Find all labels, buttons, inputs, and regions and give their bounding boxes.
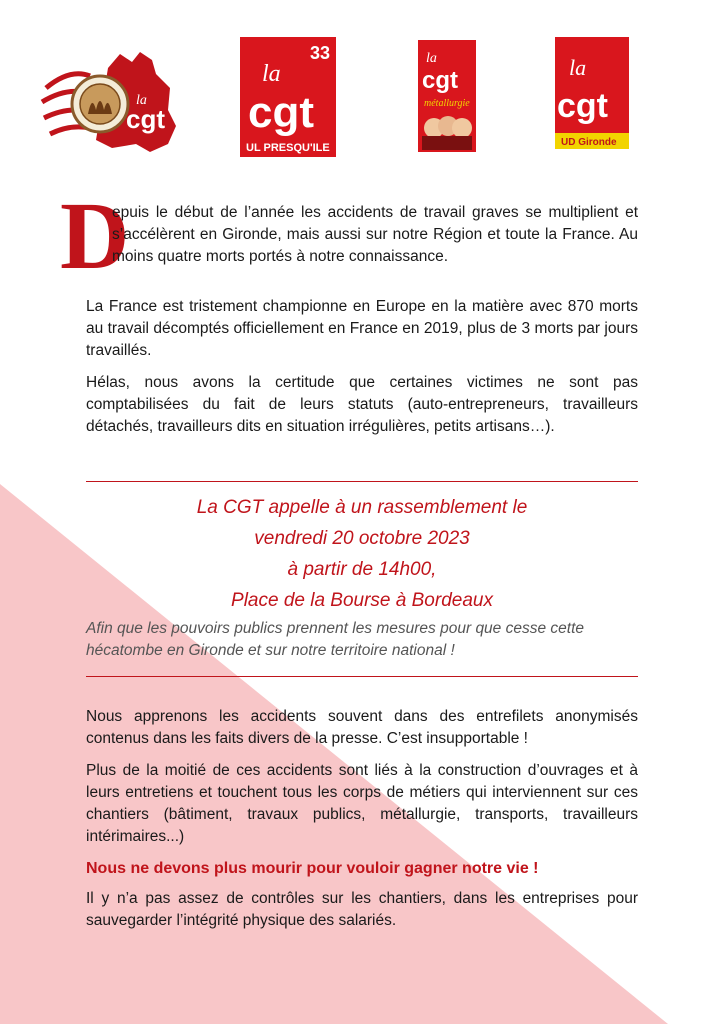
logo2-caption: UL PRESQU'ILE xyxy=(246,142,330,154)
intro-paragraph-2: La France est tristement championne en Europe en la matière avec 870 morts au travail décomptés officiellement en France en 2019, plus de 3 morts par jours travaillés. xyxy=(86,298,638,359)
cgt-metallurgie-logo xyxy=(418,40,476,152)
rally-date: vendredi 20 octobre 2023 xyxy=(254,528,470,549)
body-paragraph-1: Nous apprenons les accidents souvent dans des entrefilets anonymisés contenus dans les faits divers de la presse. C’est insupportable ! xyxy=(86,708,638,747)
logo1-cgt: cgt xyxy=(126,104,165,134)
drop-cap: D xyxy=(60,182,130,289)
rally-line-1: La CGT appelle à un rassemblement le xyxy=(196,497,528,518)
cgt-seal-logo xyxy=(40,48,180,156)
logo3-caption: métallurgie xyxy=(424,98,470,109)
rally-time: à partir de 14h00, xyxy=(287,559,437,580)
logo3-cgt: cgt xyxy=(422,67,458,94)
rally-announcement xyxy=(86,492,638,616)
logo2-la: la xyxy=(262,61,281,87)
body-paragraph-2: Plus de la moitié de ces accidents sont liés à la construction d’ouvrages et à leurs entretiens et touchent tous les corps de métiers qui interviennent sur ces chantiers (bâtiment, travaux publics, métallurgie, transports, travailleurs intérimaires...) xyxy=(86,762,638,845)
cgt-ud-gironde-logo xyxy=(555,37,629,149)
logo4-cgt: cgt xyxy=(557,87,608,125)
body-paragraph-3: Il y n’a pas assez de contrôles sur les chantiers, dans les entreprises pour sauvegarder l’intégrité physique des salariés. xyxy=(86,890,638,929)
logo1-la: la xyxy=(136,93,147,108)
intro-paragraph-3: Hélas, nous avons la certitude que certaines victimes ne sont pas comptabilisées du fait de leurs statuts (auto-entrepreneurs, travailleurs détachés, travailleurs dits en situation irrégulières, petits artisans…). xyxy=(86,374,638,435)
divider-bottom xyxy=(86,676,638,677)
rally-aim: Afin que les pouvoirs publics prennent les mesures pour que cesse cette hécatombe en Gironde et sur notre territoire national ! xyxy=(86,620,585,659)
logo4-la: la xyxy=(569,55,587,80)
logo4-caption: UD Gironde xyxy=(561,137,617,148)
intro-paragraph-1: epuis le début de l’année les accidents de travail graves se multiplient et s’accélèrent en Gironde, mais aussi sur notre Région et toute la France. Au moins quatre morts portés à notre connaissance. xyxy=(112,204,638,265)
slogan: Nous ne devons plus mourir pour vouloir gagner notre vie ! xyxy=(86,860,539,877)
logo2-number: 33 xyxy=(310,43,331,63)
divider-top xyxy=(86,481,638,482)
rally-place: Place de la Bourse à Bordeaux xyxy=(231,590,493,611)
cgt-33-logo xyxy=(240,37,336,157)
logo3-la: la xyxy=(426,51,437,66)
logo2-cgt: cgt xyxy=(248,88,314,137)
